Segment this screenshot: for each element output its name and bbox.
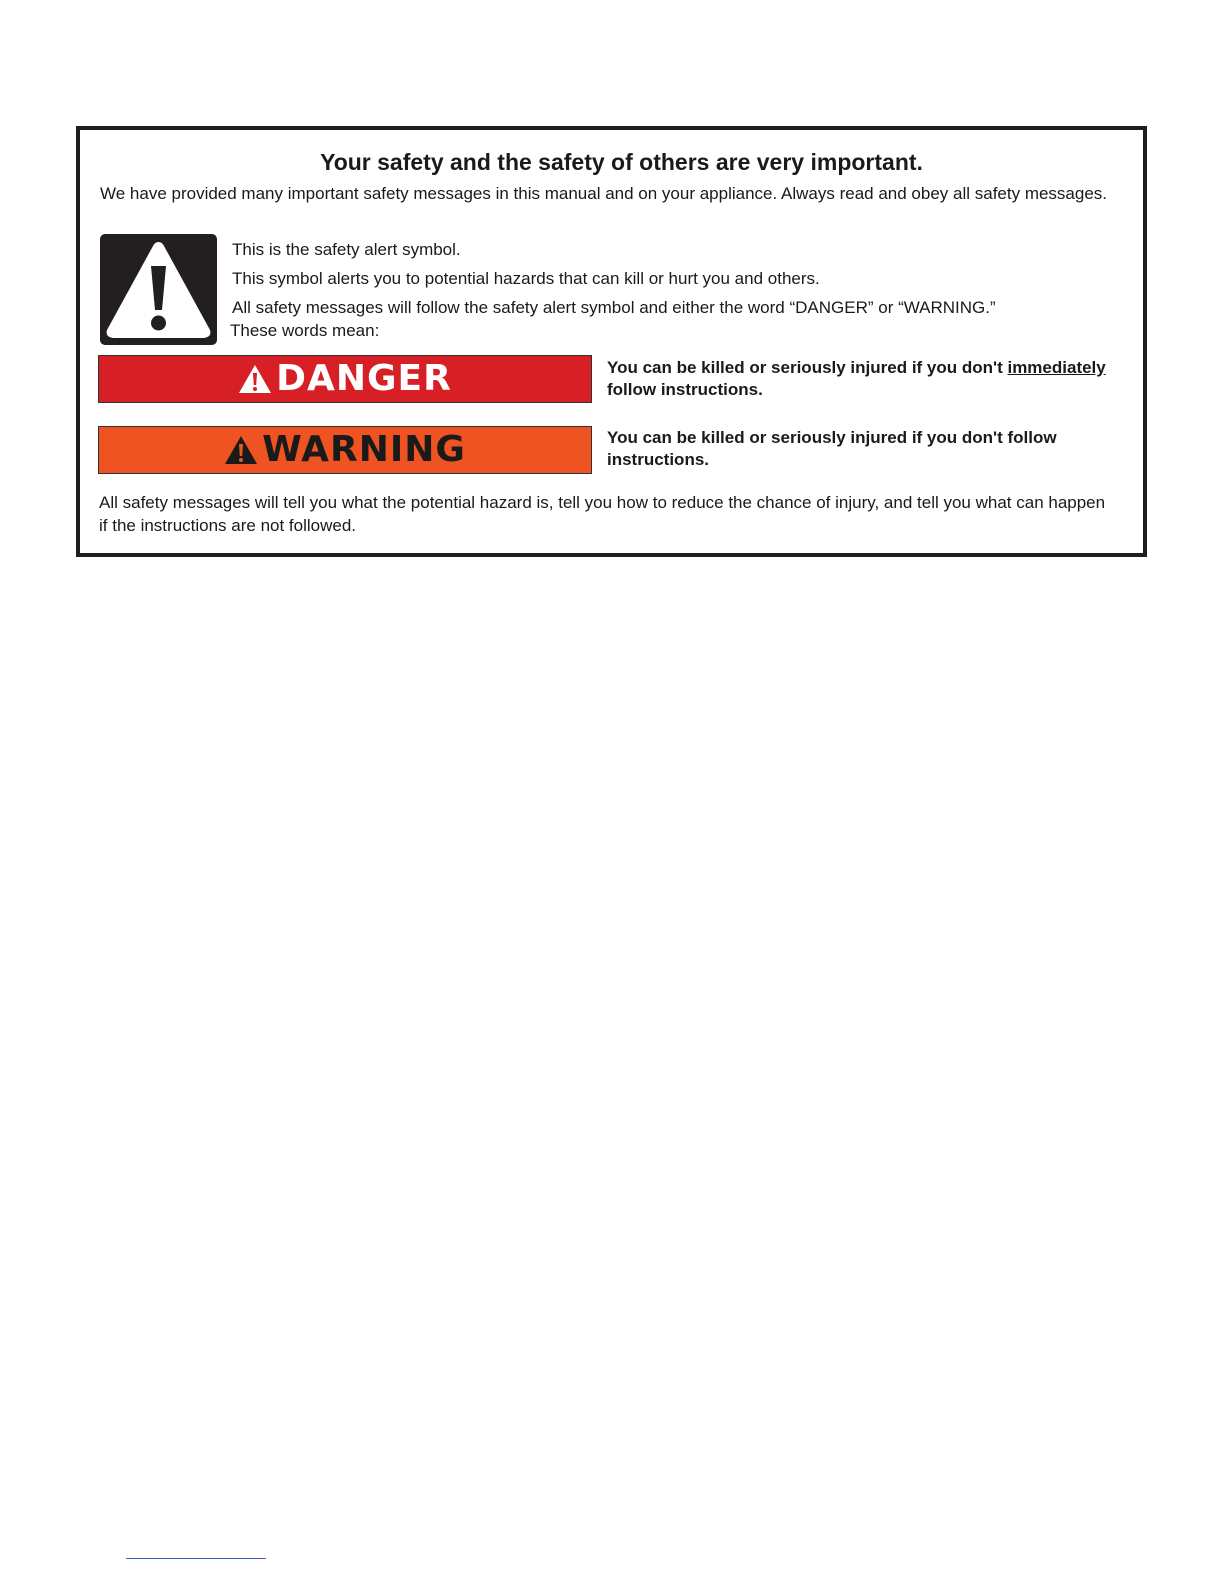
- safety-intro-text: We have provided many important safety messages in this manual and on your appliance. Always read and obey all safety messages.: [100, 184, 1108, 203]
- warning-meaning-text: You can be killed or seriously injured if you don't follow instructions.: [607, 428, 1057, 469]
- danger-warning-triangle-icon: [238, 364, 272, 394]
- safety-closing-text: All safety messages will tell you what the potential hazard is, tell you how to reduce the chance of injury, and tell you what can happen if the instructions are not followed.: [99, 493, 1106, 535]
- safety-information-box: [76, 126, 1147, 557]
- danger-meaning-emphasis: immediately: [1007, 358, 1106, 377]
- warning-triangle-icon: [224, 435, 258, 465]
- symbol-line-1: This is the safety alert symbol.: [232, 240, 461, 259]
- warning-signal-word: WARNING: [262, 429, 466, 470]
- safety-alert-symbol-icon: [100, 234, 217, 345]
- danger-meaning-suffix: follow instructions.: [607, 380, 763, 399]
- footnote-separator-line: [126, 1558, 266, 1559]
- danger-meaning-text: [607, 357, 1132, 401]
- danger-meaning-prefix: You can be killed or seriously injured if you don't: [607, 358, 1008, 377]
- danger-signal-word: DANGER: [276, 358, 452, 399]
- warning-signal-bar: [98, 426, 592, 474]
- safety-title: Your safety and the safety of others are very important.: [320, 149, 923, 175]
- symbol-line-4: These words mean:: [230, 321, 380, 340]
- symbol-line-3: All safety messages will follow the safety alert symbol and either the word “DANGER” or “WARNING.”: [232, 298, 996, 317]
- symbol-line-2: This symbol alerts you to potential hazards that can kill or hurt you and others.: [232, 269, 820, 288]
- danger-signal-bar: [98, 355, 592, 403]
